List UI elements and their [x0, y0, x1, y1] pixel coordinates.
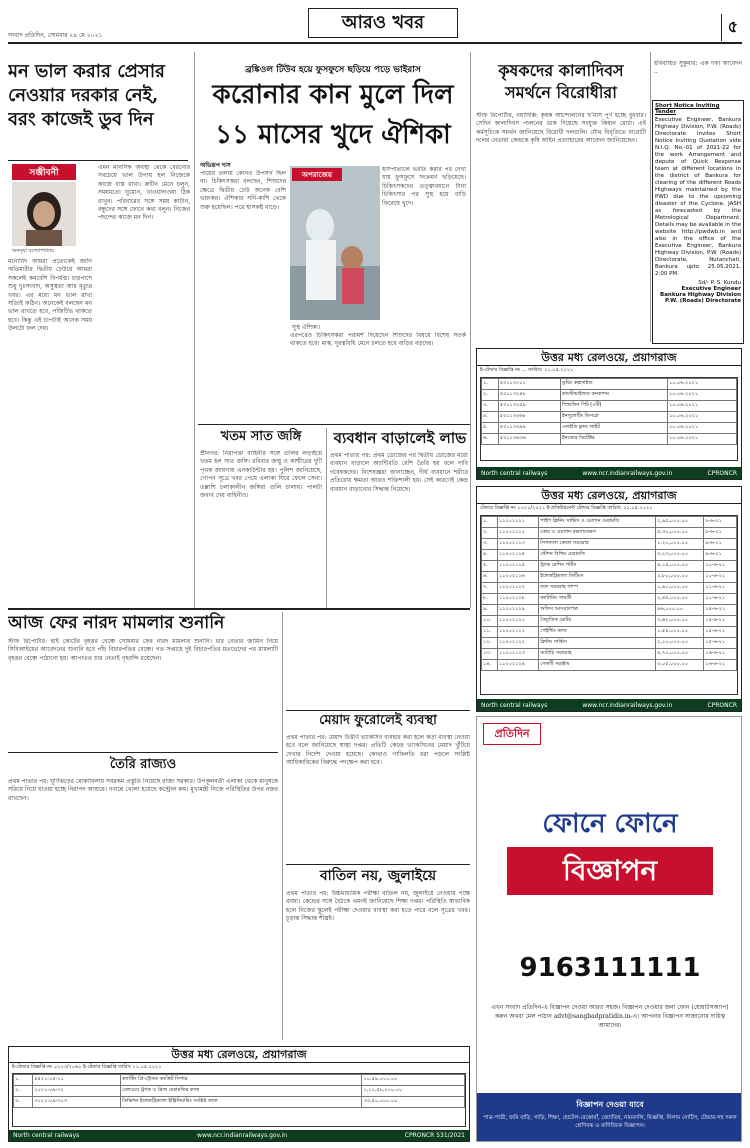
byabadhan-headline: ব্যবধান বাড়ালেই লাভ — [333, 429, 467, 447]
table-cell: ৪৫২১-০৫-১১ — [33, 1075, 121, 1086]
table-cell: ২. — [482, 528, 498, 539]
table-cell: অফিস আসবাবপত্র — [539, 605, 656, 616]
table-cell: ২. — [14, 1086, 33, 1097]
table-cell: ৮-৬-২১ — [704, 528, 737, 539]
ad-phone-line-2: বিজ্ঞাপন — [507, 847, 713, 895]
table-cell: ৮. — [482, 594, 498, 605]
table-cell: স্টেশন বিল্ডিং মেরামতি — [539, 550, 656, 561]
table-cell: ক্যাটারিং সামগ্রী — [539, 594, 656, 605]
ad-bottom-title: বিজ্ঞাপন দেওয়া যাবে — [576, 1099, 644, 1109]
tender-pre: হবিবাহিত সুকুমার: এক দফা আবেদন .. — [654, 60, 742, 76]
table-cell: ৯৬,০০০.০০ — [656, 605, 704, 616]
tender-sign-2: Executive Engineer — [681, 286, 741, 292]
col1-body-left: মনোবিদ আমরা প্রত্যেকেই জানি অতিমারীর দ্বিতীয় ঢেউয়ে আমরা সকলেই কমবেশি বিপর্যস্ত। চারপাশে শুধু দুঃসংবাদ, অসুস্থতা আর মৃত্যুর খবর। এর মধ্যে মন ভাল রাখা সত্যিই কঠিন। অনেকেই বলছেন মন ভাল রাখতে হবে, পজিটিভ থাকতে হবে। কিন্তু এই চাপটাই অনেক সময় উলটো ফল দেয়। — [8, 258, 92, 333]
table-row — [482, 550, 737, 561]
table-cell: জল সরবরাহ পাম্প — [539, 583, 656, 594]
lead-body-1: পায়ের তলায় কোনও উপসর্গ ছিল না। চিকিৎসকরা বলছেন, শিশুদের ক্ষেত্রে দ্বিতীয় ঢেউ অনেক বেশি ভয়ংকর। ঐশিকার সর্দি-কাশি থেকে শুরু হয়েছিল। পরে শ্বাসকষ্ট বাড়ে। — [200, 170, 286, 211]
table-row — [14, 1097, 465, 1108]
table-cell: বৈদ্যুতিক মোটর — [539, 616, 656, 627]
lead-photo-tag: অপরাজেয় — [292, 168, 342, 181]
table-cell: ৩,৬২,০০০.০০ — [656, 616, 704, 627]
tender-body: Executive Engineer, Bankura Highway Division, P.W. (Roads) Directorate invites Short Notice Inviting Quotation vide N.I.Q. No.-01 of 2021-22 for the work Arrangement and depute of Quick Response team at different locations in the district of Bankura for clearing of the different Roads Highways maintained by the PWD due to the upcoming disaster of the Cyclone, JASH as forecasted by the Metrological Department. Details may be available in the website http://pwdwb.in and also in the office of the Executive Engineer, Bankura Highway Division, P.W. (Roads) Directorate, Nutanchati, Bankura upto 25.05.2021, 2:00 PM. — [655, 117, 741, 277]
rail-ad-2 — [476, 486, 742, 712]
table-row — [14, 1086, 465, 1097]
batil-headline: বাতিল নয়, জুলাইয়ে — [319, 868, 437, 884]
table-cell: ১০-৬-২১ — [704, 561, 737, 572]
ad-phone-line-1: ফোনে ফোনে — [542, 809, 678, 839]
table-cell: ১১২০২১২৩ — [497, 649, 538, 660]
table-cell: ৯-৬-২১ — [704, 550, 737, 561]
table-cell: ১৫-৬-২১ — [704, 638, 737, 649]
table-cell: ১০.০৬.২০২১ — [667, 412, 736, 423]
rail-ad-1 — [476, 348, 742, 480]
table-cell: ৫৩১১৩২৪৮ — [498, 390, 560, 401]
table-row — [14, 1075, 465, 1086]
rail-ad-3-footer-right: CPRONCR 531/2021 — [404, 1132, 465, 1139]
table-cell: ৯. — [482, 605, 498, 616]
rail-ad-2-footer-left: North central railways — [481, 701, 548, 709]
rail-ad-2-note: টেন্ডার বিজ্ঞপ্তি নং ১০২১/২০২১ ই-প্রকিউরমেন্ট টেন্ডার বিজ্ঞপ্তি তারিখ: ২১.০৫.২০২১ — [480, 505, 653, 511]
table-row — [482, 539, 737, 550]
tender-box — [652, 100, 744, 344]
table-cell: ড্রয়িং কল্পসাইজ — [560, 379, 667, 390]
lead-headline-1: করোনার কান মুলে দিল — [212, 80, 454, 110]
right-headline: কৃষকদের কালাদিবস সমর্থনে বিরোধীরা — [498, 61, 624, 102]
column-tag: সঞ্জীবনী — [12, 164, 76, 180]
table-cell: ১১২০২১১২ — [497, 528, 538, 539]
table-cell: সিগন্যাল কেবল সরবরাহ — [539, 539, 656, 550]
table-cell: ১৪. — [482, 660, 498, 671]
rail-ad-1-footer — [477, 467, 741, 479]
table-cell: ১১২০২১১৮ — [497, 594, 538, 605]
table-cell: ১৩. — [482, 649, 498, 660]
rail-ad-3-note: ই-টেন্ডার বিজ্ঞপ্তি নং ০১২৩/৭০৬১ ই-টেন্ডার বিজ্ঞপ্তি তারিখ ২১.০৫.২০২১ — [12, 1064, 162, 1070]
table-cell: ১. — [14, 1075, 33, 1086]
table-row — [482, 434, 737, 445]
rail-ad-1-footer-mid: www.ncr.indianrailways.gov.in — [582, 469, 673, 477]
table-cell: ৫৩১১৩২০১ — [498, 379, 560, 390]
table-cell: কোচ ও ওয়াগন রক্ষণাবেক্ষণ — [539, 528, 656, 539]
table-cell: ১৪-৬-২১ — [704, 605, 737, 616]
rail-ad-3-table-body — [14, 1075, 465, 1108]
table-cell: ১২. — [482, 638, 498, 649]
meyad-headline: মেয়াদ ফুরোলেই ব্যবস্থা — [319, 713, 437, 728]
table-cell: ক্যাস্টিং প্রি-স্ট্রেসড কংক্রিট সিপার — [121, 1075, 362, 1086]
table-cell: ইনডোর ডিটেক্টর — [560, 434, 667, 445]
table-cell: ইনসুলেটিং ডিসপ্লে — [560, 412, 667, 423]
table-row — [482, 627, 737, 638]
rail-ad-2-footer-mid: www.ncr.indianrailways.gov.in — [582, 701, 673, 709]
section-title-text: আরও খবর — [341, 11, 425, 33]
right-body: স্টাফ রিপোর্টার, নয়াদিল্লি: কৃষক আন্দোলনের ছ’মাস পূর্ণ হচ্ছে বুধবার। সেদিন কালাদিবস পালনের ডাক দিয়েছে সংযুক্ত কিষান মোর্চা। এই কর্মসূচিকে সমর্থন জানিয়েছে বিরোধী দলগুলি। যৌথ বিবৃতিতে বারোটি দলের নেতারা কেন্দ্রকে কৃষি আইন প্রত্যাহারের আবেদন জানিয়েছেন। — [476, 112, 646, 145]
table-row — [482, 379, 737, 390]
table-cell: ১১২০২১২১ — [497, 627, 538, 638]
table-cell: ১১২০২১২০ — [497, 616, 538, 627]
rail-ad-1-table-body — [482, 379, 737, 445]
table-cell: ৪. — [482, 550, 498, 561]
tender-title: Short Notice Inviting Tender — [655, 103, 720, 115]
table-cell: ৫৩১১৩২৫৯ — [498, 401, 560, 412]
table-cell: ১৬-৬-২১ — [704, 660, 737, 671]
table-row — [482, 390, 737, 401]
table-cell: ১১২০২১১৬ — [497, 572, 538, 583]
table-cell: ৫,৩০,০০০.০০ — [656, 528, 704, 539]
table-cell: ১০. — [482, 616, 498, 627]
table-cell: ক্লিনিং সার্ভিস — [539, 638, 656, 649]
table-cell: ১০,৫৯,০০০.০০ — [362, 1075, 465, 1086]
table-cell: ১,২০,০০০.০০ — [656, 539, 704, 550]
table-row — [482, 528, 737, 539]
pratidin-ad — [476, 716, 742, 1142]
tender-sign-4: P.W. (Roads) Directorate — [665, 298, 741, 304]
table-cell: ৬. — [482, 434, 499, 445]
table-row — [482, 638, 737, 649]
col1-headline: মন ভাল করার প্রেসার নেওয়ার দরকার নেই, বরং কাজেই ডুব দিন — [8, 61, 165, 130]
table-cell: ৮-৬-২১ — [704, 517, 737, 528]
table-cell: ২,৯৫,০০০.০০ — [656, 517, 704, 528]
table-cell: ৩. — [14, 1097, 33, 1108]
author-photo — [12, 182, 76, 246]
rail-ad-1-table — [480, 377, 738, 461]
dateline: সংবাদ প্রতিদিন, সোমবার ২৪ মে ২০২১ — [8, 32, 103, 39]
table-cell: ১. — [482, 517, 498, 528]
table-cell: ২. — [482, 390, 499, 401]
pratidin-logo — [483, 723, 541, 745]
table-cell: কাস্টোমাইজড কনকাশন — [560, 390, 667, 401]
page-number: ৫ — [721, 14, 738, 41]
table-cell: ৩,০৫,০০০.০০ — [656, 660, 704, 671]
table-cell: ১১২০২১১৩ — [497, 539, 538, 550]
byabadhan-body: প্রথম পাতার পর: প্রথম ডোজের পর দ্বিতীয় ডোজের মধ্যে ব্যবধান বাড়ালে অ্যান্টিবডি বেশি তৈরি হয় বলে দাবি গবেষকদের। বিশেষজ্ঞরা জানাচ্ছেন, দীর্ঘ ব্যবধানে শরীরে প্রতিরোধ ক্ষমতা আরও শক্তিশালী হয়। সেই কারণেই কেন্দ্র ব্যবধান বাড়ানোর সিদ্ধান্ত নিয়েছে। — [330, 452, 468, 493]
table-cell: ২,১০,০০০.০০ — [656, 638, 704, 649]
table-cell: ৭. — [482, 583, 498, 594]
table-cell: ১১. — [482, 627, 498, 638]
table-row — [482, 649, 737, 660]
rail-ad-1-footer-left: North central railways — [481, 469, 548, 477]
table-cell: ২,৮০,০০০.০০ — [656, 572, 704, 583]
table-cell: ১১২০২১১৯ — [497, 605, 538, 616]
rail-ad-2-table-body — [482, 517, 737, 671]
rail-ad-1-footer-right: CPRONCR — [707, 469, 737, 477]
khatam-headline: খতম সাত জঙ্গি — [220, 429, 302, 444]
table-cell: পাইপ ক্লিনিং সার্ভিস ও ওয়াগন মেরামতি — [539, 517, 656, 528]
table-cell: ৫৩১১৩৪৩৬ — [498, 434, 560, 445]
lead-photo — [290, 166, 380, 320]
rail-ad-3-title: উত্তর মধ্য রেলওয়ে, প্রয়াগরাজ — [9, 1047, 469, 1063]
rail-ad-3 — [8, 1046, 470, 1142]
narada-headline: আজ ফের নারদ মামলার শুনানি — [8, 613, 225, 633]
rail-ad-2-footer — [477, 699, 741, 711]
table-row — [482, 616, 737, 627]
table-cell: ৪,৭০,০০০.০০ — [656, 649, 704, 660]
table-row — [482, 423, 737, 434]
rail-ad-2-table — [480, 515, 738, 695]
lead-body-3: এরপরেও চিকিৎসকরা পরামর্শ দিয়েছেন শিশুদের বিষয়ে বিশেষ সতর্ক থাকতে হবে। মাস্ক, দূরত্ববিধি মেনে চলতে হবে বাড়ির বড়দের। — [290, 332, 466, 348]
table-cell: এলইডি ফ্লাড লাইট — [560, 423, 667, 434]
table-row — [482, 605, 737, 616]
table-row — [482, 401, 737, 412]
table-cell: ১. — [482, 379, 499, 390]
table-cell: ১১২০২১১৫ — [497, 561, 538, 572]
table-cell: ৩৩,৫০,০০০.০০ — [362, 1097, 465, 1108]
table-cell: ১০.০৬.২০২১ — [667, 434, 736, 445]
table-cell: ১০.০৬.২০২১ — [667, 390, 736, 401]
rail-ad-3-footer — [9, 1130, 469, 1141]
ad-bottom-text: পাত্র-পাত্রী, জমি বাড়ি, গাড়ি, শিক্ষা, হোটেল-রেস্তোরাঁ, জ্যোতিষ, নামবদলি, বিজ্ঞপ্তি, নিলাম নোটিস, টেন্ডার-সহ সকল শ্রেণিবদ্ধ ও বাণিজ্যিক বিজ্ঞাপন। — [483, 1115, 737, 1129]
tender-sign-3: Bankura Highway Division — [660, 292, 741, 298]
table-cell: ৪,১৫,০০০.০০ — [656, 561, 704, 572]
table-cell: ডিভিশন ইলেকট্রিক্যাল ইঞ্জিনিয়ারিং সংশ্লিষ্ট কাজ — [121, 1097, 362, 1108]
table-cell: ১১২০২১১৭ — [497, 583, 538, 594]
table-cell: ৬. — [482, 572, 498, 583]
narada-body: স্টাফ রিপোর্টার: হাই কোর্টের বৃহত্তর বেঞ্চে সোমবার ফের নারদ মামলার শুনানি। চার নেতার জামিন নিয়ে সিবিআইয়ের আবেদনের শুনানি হবে পাঁচ বিচারপতির বেঞ্চে। গত সপ্তাহে দুই বিচারপতির মতভেদের পর মামলাটি বৃহত্তর বেঞ্চে পাঠানো হয়। আপাতত চার নেতাই গৃহবন্দি রয়েছেন। — [8, 638, 278, 662]
batil-body: প্রথম পাতার পর: উচ্চমাধ্যমিক পরীক্ষা বাতিল নয়, জুলাইয়ে নেওয়ার পক্ষে রাজ্য। কেন্দ্রের সঙ্গে বৈঠকে এমনই জানিয়েছে শিক্ষা দপ্তর। পরিস্থিতি স্বাভাবিক হলে নিজের স্কুলেই পরীক্ষা দেওয়ার ব্যবস্থা করা হতে পারে বলে সূত্রের খবর। চূড়ান্ত সিদ্ধান্ত শীঘ্রই। — [286, 890, 470, 923]
table-cell: ৩. — [482, 401, 499, 412]
table-cell: ১১-৬-২১ — [704, 594, 737, 605]
lead-headline-2: ১১ মাসের খুদে ঐশিকা — [215, 120, 451, 150]
table-cell: ৩,২৩,০০০.০০ — [656, 550, 704, 561]
table-cell: ১১২০২১১৪ — [497, 550, 538, 561]
table-cell: ৪. — [482, 412, 499, 423]
table-row — [482, 412, 737, 423]
table-cell: রেলওয়ে ট্র্যাক ও ব্রিজ মেরামতির কাজ — [121, 1086, 362, 1097]
table-row — [482, 660, 737, 671]
table-cell: ৫. — [482, 423, 499, 434]
table-cell: ১১২০২১১১ — [497, 517, 538, 528]
rail-ad-3-footer-left: North central railways — [13, 1132, 80, 1139]
table-row — [482, 572, 737, 583]
table-cell: ২০২১-০৯-৩১ — [33, 1086, 121, 1097]
lead-photo-image — [290, 166, 380, 320]
lead-byline: অভিরূপ দাস — [200, 162, 231, 169]
table-cell: ২,৪৫,০০০.০০ — [656, 594, 704, 605]
table-cell: স্প্রিংলিন পিট (৩টি) — [560, 401, 667, 412]
table-cell: ৫৩১১৩৩৬৮ — [498, 412, 560, 423]
table-row — [482, 517, 737, 528]
table-cell: ১,১১,৫৮,০০০.০০ — [362, 1086, 465, 1097]
meyad-body: প্রথম পাতার পর: মেয়াদ উত্তীর্ণ ভ্যাকসিন ব্যবহার করা হলে কড়া ব্যবস্থা নেওয়া হবে বলে জানিয়েছে স্বাস্থ্য দপ্তর। প্রতিটি কেন্দ্রে ভ্যাকসিনের মেয়াদ খুঁটিয়ে দেখার নির্দেশ দেওয়া হয়েছে। কোথাও গাফিলতি ধরা পড়লে সংশ্লিষ্ট আধিকারিকের বিরুদ্ধে পদক্ষেপ করা হবে। — [286, 734, 470, 767]
khatam-body: শ্রীনগর: নিরাপত্তা বাহিনীর সঙ্গে গুলির লড়াইয়ে খতম হল সাত জঙ্গি। রবিবার জম্মু ও কাশ্মীরের দুটি পৃথক জায়গায় এনকাউন্টার হয়। পুলিশ জানিয়েছে, গোপন সূত্রে খবর পেয়ে এলাকা ঘিরে ফেলে সেনা। তল্লাশি চলাকালীন জঙ্গিরা গুলি চালায়। পালটা জবাব দেয় বাহিনীও। — [200, 450, 322, 500]
author-name: অনসূয়া বন্দ্যোপাধ্যায় — [12, 248, 54, 254]
rail-ad-1-note: ই-টেন্ডার বিজ্ঞপ্তি নং ... তারিখ: ২১.০৫.২০২১ — [480, 367, 574, 373]
ad-email-text: এখন সংবাদ প্রতিদিন-এ বিজ্ঞাপন দেওয়া আরও সহজ। বিজ্ঞাপন দেওয়ার জন্য ফোন (হোয়াটসঅ্যাপ) করুন অথবা মেল পাঠান advt@sangbadpratidin.in-এ। আপনার বিজ্ঞাপন সাজানোর দায়িত্ব আমাদের। — [491, 1004, 729, 1029]
teri-body: প্রথম পাতার পর: ঘূর্ণিঝড়ের মোকাবিলায় সবরকম প্রস্তুতি নিয়েছে রাজ্য সরকার। উপকূলবর্তী এলাকা থেকে মানুষকে সরিয়ে নিয়ে যাওয়া হচ্ছে নিরাপদ আশ্রয়ে। নবান্নে খোলা হয়েছে কন্ট্রোল রুম। মুখ্যমন্ত্রী নিজে পরিস্থিতির উপর নজর রাখছেন। — [8, 778, 278, 802]
rail-ad-3-table — [12, 1073, 466, 1127]
table-cell: ৩০২১-০৯-৩০৩ — [33, 1097, 121, 1108]
table-cell: ৯-৬-২১ — [704, 539, 737, 550]
masthead — [8, 8, 742, 42]
table-cell: ১৬-৬-২১ — [704, 649, 737, 660]
table-cell: ১১২০২১২২ — [497, 638, 538, 649]
teri-headline: তৈরি রাজ্যও — [109, 757, 177, 772]
table-cell: ৫. — [482, 561, 498, 572]
table-cell: ১০-৬-২১ — [704, 572, 737, 583]
table-cell: ব্যাটারি সরবরাহ — [539, 649, 656, 660]
rail-ad-1-title: উত্তর মধ্য রেলওয়ে, প্রয়াগরাজ — [477, 349, 741, 366]
rail-ad-3-footer-mid: www.ncr.indianrailways.gov.in — [197, 1132, 288, 1139]
tender-sign-1: Sd/- P. S. Kundu — [698, 280, 741, 286]
table-cell: ১৪-৬-২১ — [704, 616, 737, 627]
lead-photo-caption: সুস্থ ঐশিকা। — [292, 324, 321, 331]
table-cell: ১,৫৪,০০০.০০ — [656, 627, 704, 638]
ad-bottom-band — [477, 1093, 742, 1142]
rail-ad-2-title: উত্তর মধ্য রেলওয়ে, প্রয়াগরাজ — [477, 487, 741, 504]
rail-ad-2-footer-right: CPRONCR — [707, 701, 737, 709]
table-row — [482, 594, 737, 605]
table-cell: ইলেকট্রিক্যাল ফিটিংস — [539, 572, 656, 583]
table-cell: ১০.০৬.২০২১ — [667, 423, 736, 434]
table-cell: ১১-৬-২১ — [704, 583, 737, 594]
table-cell: ১৫-৬-২১ — [704, 627, 737, 638]
table-row — [482, 583, 737, 594]
lead-kicker: ব্রঙ্কিওল টিউব হয়ে ফুসফুসে ছড়িয়ে পড়ে ভাইরাস — [245, 65, 421, 75]
table-cell: ৫৩১১৩৩৯৯ — [498, 423, 560, 434]
table-cell: পেইন্টিং কাজ — [539, 627, 656, 638]
pratidin-logo-text: প্রতিদিন — [494, 726, 530, 740]
section-title — [308, 8, 458, 38]
table-cell: ট্র্যাক মেশিন পার্টস — [539, 561, 656, 572]
table-cell: ৩. — [482, 539, 498, 550]
table-row — [482, 561, 737, 572]
table-cell: ১,৯০,০০০.০০ — [656, 583, 704, 594]
lead-body-2: হাসপাতালে ভরতি করার পর দেখা যায় ফুসফুসে সংক্রমণ ছড়িয়েছে। চিকিৎসকদের তত্ত্বাবধানে টানা চিকিৎসার পর সুস্থ হয়ে বাড়ি ফিরেছে খুদে। — [382, 166, 466, 207]
table-cell: সেফটি সরঞ্জাম — [539, 660, 656, 671]
ad-phone-number: 9163111111 — [519, 953, 701, 983]
table-cell: ১০.০৬.২০২১ — [667, 401, 736, 412]
table-cell: ১১২০২১২৪ — [497, 660, 538, 671]
table-cell: ১০.০৬.২০২১ — [667, 379, 736, 390]
author-photo-image — [12, 182, 76, 246]
col1-body-right: এমন মানসিক অবস্থা থেকে বেরনোর সবচেয়ে ভাল উপায় হল নিজেকে কাজে ব্যস্ত রাখা। রুটিন মেনে চলুন, সময়মতো ঘুমোন, খাওয়াদাওয়া ঠিক রাখুন। পরিবারের সঙ্গে সময় কাটান, বন্ধুদের সঙ্গে ফোনে কথা বলুন। নিজের পছন্দের কাজে মন দিন। — [98, 164, 190, 222]
